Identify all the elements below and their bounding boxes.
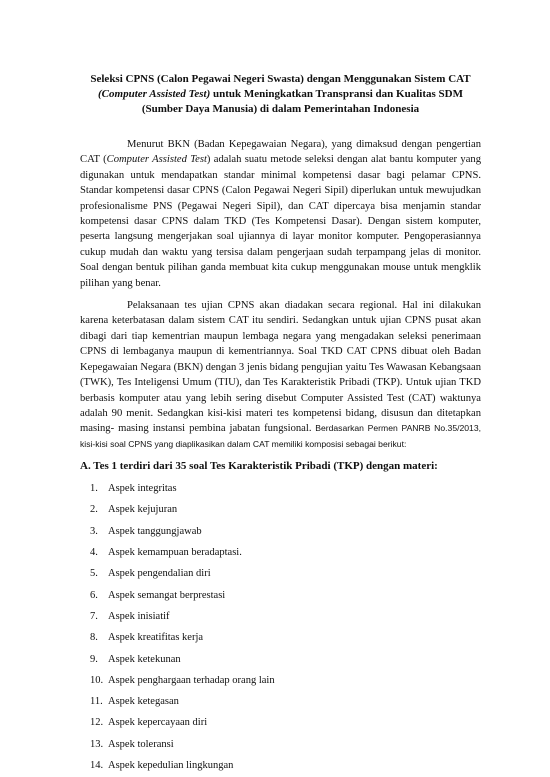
list-item-number: 4. <box>90 547 98 559</box>
list-item <box>90 521 481 542</box>
list-item <box>90 478 481 499</box>
list-item-number: 9. <box>90 653 98 665</box>
list-item-text: Aspek kepedulian lingkungan <box>108 759 234 771</box>
list-item-number: 8. <box>90 632 98 644</box>
list-item <box>90 755 481 776</box>
paragraph-1 <box>80 137 481 291</box>
list-item-text: Aspek pengendalian diri <box>108 568 211 580</box>
list-item <box>90 712 481 733</box>
document-title <box>80 72 481 117</box>
list-item-text: Aspek kemampuan beradaptasi. <box>108 547 242 559</box>
paragraph-2 <box>80 298 481 452</box>
title-part-3: untuk Meningkatkan Transpransi dan Kualitas SDM (Sumber Daya Manusia) di dalam Pemerintahan Indonesia <box>141 88 463 115</box>
title-part-2: (Computer Assisted Test) <box>98 88 211 100</box>
list-item-number: 5. <box>90 568 98 580</box>
list-item <box>90 734 481 755</box>
list-item-text: Aspek kreatifitas kerja <box>108 632 204 644</box>
list-item-text: Aspek toleransi <box>108 738 174 750</box>
list-item <box>90 499 481 520</box>
list-item-number: 2. <box>90 504 98 516</box>
paragraph-1-a: Menurut BKN (Badan Kepegawaian Negara), yang dimaksud dengan pengertian CAT ( <box>80 139 481 166</box>
list-item <box>90 585 481 606</box>
list-item <box>90 691 481 712</box>
title-part-1: Seleksi CPNS (Calon Pegawai Negeri Swasta) dengan Menggunakan Sistem CAT <box>90 73 471 85</box>
document-content <box>80 72 481 776</box>
list-item-text: Aspek tanggungjawab <box>108 525 202 537</box>
list-item-number: 7. <box>90 610 98 622</box>
list-item <box>90 649 481 670</box>
list-item-number: 6. <box>90 589 98 601</box>
list-item-text: Aspek penghargaan terhadap orang lain <box>108 674 275 686</box>
list-item-text: Aspek kepercayaan diri <box>108 717 208 729</box>
list-item-number: 12. <box>90 717 104 729</box>
paragraph-2-b: Berdasarkan Permen PANRB No.35/2013, kisi-kisi soal CPNS yang diaplikasikan dalam CAT memiliki komposisi sebagai berikut: <box>80 423 482 449</box>
list-item <box>90 542 481 563</box>
list-item-number: 11. <box>90 696 103 708</box>
aspect-list <box>80 478 481 776</box>
list-item-number: 14. <box>90 759 104 771</box>
paragraph-1-b: Computer Assisted Test <box>106 154 207 166</box>
list-item-number: 3. <box>90 525 98 537</box>
paragraph-1-c: ) adalah suatu metode seleksi dengan alat bantu komputer yang digunakan untuk mendapatkan standar minimal kompetensi dasar bagi pelamar CPNS. Standar kompetensi dasar CPNS (Calon Pegawai Negeri Sipil) diperlukan untuk mewujudkan profesionalisme PNS (Pegawai Negeri Sipil), dan CAT dipercaya bisa menjamin standar kompetensi dasar CPNS dalam TKD (Tes Kompetensi Dasar). Dengan sistem komputer, peserta langsung mengerjakan soal ujiannya di layar monitor komputer. Pengoperasiannya cukup mudah dan waktu yang tersisa dalam pengerjaan sudah terpampang jelas di monitor. Soal dengan bentuk pilihan ganda membuat kita cukup menggunakan mouse untuk mengklik pilihan yang benar. <box>80 154 481 289</box>
list-item-text: Aspek ketekunan <box>108 653 181 665</box>
list-item-number: 13. <box>90 738 104 750</box>
section-a-heading: A. Tes 1 terdiri dari 35 soal Tes Karakteristik Pribadi (TKP) dengan materi: <box>80 460 438 473</box>
list-item-text: Aspek ketegasan <box>108 696 179 708</box>
paragraph-2-a: Pelaksanaan tes ujian CPNS akan diadakan secara regional. Hal ini dilakukan karena keterbatasan dalam sistem CAT itu sendiri. Sedangkan untuk ujian CPNS pusat akan dibagi dari tiap kementrian maupun lembaga negara yang mengadakan seleksi penerimaan CPNS di lembaganya maupun di kementriannya. Soal TKD CAT CPNS dibuat oleh Badan Kepegawaian Negara (BKN) dengan 3 jenis bidang pengujian yaitu Tes Wawasan Kebangsaan (TWK), Tes Inteligensi Umum (TIU), dan Tes Karakteristik Pribadi (TKP). Untuk ujian TKD berbasis komputer atau yang lebih sering disebut Computer Assisted Test (CAT) waktunya adalah 90 menit. Sedangkan kisi-kisi materi tes kompetensi bidang, disusun dan ditetapkan masing- masing instansi pembina jabatan fungsional. <box>80 300 481 435</box>
list-item-text: Aspek integritas <box>108 483 177 495</box>
list-item <box>90 670 481 691</box>
list-item-text: Aspek kejujuran <box>108 504 178 516</box>
list-item-text: Aspek semangat berprestasi <box>108 589 226 601</box>
list-item <box>90 606 481 627</box>
list-item-number: 1. <box>90 483 98 495</box>
list-item-text: Aspek inisiatif <box>108 610 170 622</box>
list-item <box>90 563 481 584</box>
list-item <box>90 627 481 648</box>
list-item-number: 10. <box>90 674 104 686</box>
